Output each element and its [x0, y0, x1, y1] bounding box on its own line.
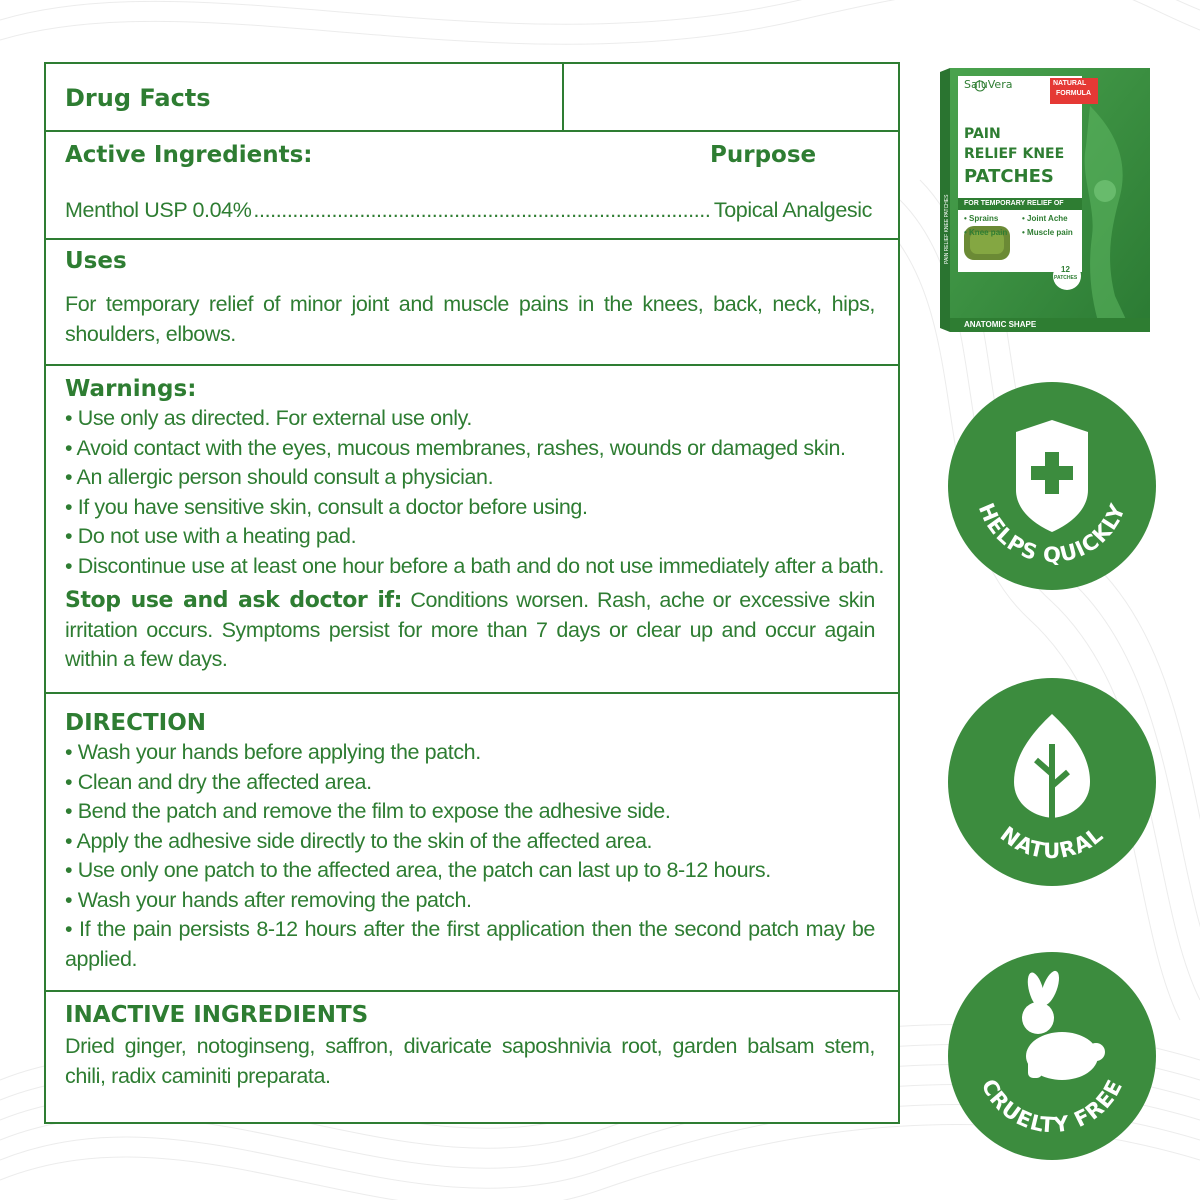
direction-heading: DIRECTION — [65, 710, 206, 736]
warnings-heading: Warnings: — [65, 376, 197, 402]
direction-item: • Clean and dry the affected area. — [65, 768, 875, 798]
svg-text:NATURAL — [996, 822, 1108, 863]
shield-plus-icon — [948, 382, 1156, 590]
badge-label: NATURAL — [995, 821, 1109, 864]
active-ingredient-row — [65, 196, 872, 226]
drug-facts-title: Drug Facts — [65, 84, 211, 112]
active-ingredients-heading: Active Ingredients: — [65, 142, 313, 168]
rabbit-icon — [948, 952, 1156, 1160]
package-brand: SaluVera — [964, 78, 1013, 91]
direction-section — [46, 694, 898, 990]
active-ingredient-purpose: Topical Analgesic — [713, 198, 872, 222]
package-title-line1: PAIN — [964, 126, 1001, 142]
warning-item: • Discontinue use at least one hour before a bath and do not use immediately after a bath. — [65, 552, 895, 582]
inactive-ingredients-section — [46, 992, 898, 1122]
direction-item: • Wash your hands before applying the patch. — [65, 738, 875, 768]
product-package-image — [940, 66, 1152, 334]
package-footer: ANATOMIC SHAPE — [964, 320, 1037, 329]
leaf-icon — [948, 678, 1156, 886]
warnings-section — [46, 366, 898, 692]
active-ingredient-name: Menthol USP 0.04% — [65, 198, 252, 222]
package-title-line2: RELIEF KNEE — [964, 146, 1065, 162]
uses-heading: Uses — [65, 248, 127, 274]
badge-helps-quickly — [948, 382, 1156, 590]
direction-item: • Use only one patch to the affected area, the patch can last up to 8-12 hours. — [65, 856, 875, 886]
warning-item: • Avoid contact with the eyes, mucous membranes, rashes, wounds or damaged skin. — [65, 434, 895, 464]
directions-list — [65, 738, 875, 974]
direction-item: • Apply the adhesive side directly to the skin of the affected area. — [65, 827, 875, 857]
package-count-number: 12 — [1061, 265, 1070, 274]
badge-label: HELPS QUICKLY — [973, 499, 1131, 568]
direction-item: • If the pain persists 8-12 hours after the first application then the second patch may be applied. — [65, 915, 875, 974]
warning-item: • Do not use with a heating pad. — [65, 522, 895, 552]
badge-natural — [948, 678, 1156, 886]
package-title-line3: PATCHES — [964, 166, 1054, 187]
title-divider — [562, 64, 564, 132]
drug-facts-title-row — [46, 64, 898, 132]
badge-label: CRUELTY FREE — [976, 1075, 1128, 1138]
package-tag-line2: FORMULA — [1056, 90, 1091, 97]
purpose-heading: Purpose — [710, 142, 817, 168]
drug-facts-panel — [44, 62, 900, 1124]
stop-use-text: Conditions worsen. Rash, ache or excessive skin irritation occurs. Symptoms persist for more than 7 days or clear up and occur again within a few days. — [65, 588, 875, 671]
svg-text:CRUELTY FREE — [977, 1075, 1128, 1137]
inactive-ingredients-text: Dried ginger, notoginseng, saffron, divaricate saposhnivia root, garden balsam stem, chili, radix caminiti preparata. — [65, 1034, 875, 1088]
stop-use-paragraph — [65, 586, 875, 675]
uses-section — [46, 240, 898, 364]
package-benefit-3: • Knee pain — [964, 228, 1008, 237]
direction-item: • Bend the patch and remove the film to expose the adhesive side. — [65, 797, 875, 827]
package-benefit-2: • Joint Ache — [1022, 214, 1068, 223]
package-strip-text: FOR TEMPORARY RELIEF OF — [964, 200, 1064, 207]
warning-item: • Use only as directed. For external use only. — [65, 404, 895, 434]
package-side-text: PAIN RELIEF KNEE PATCHES — [944, 194, 950, 264]
active-ingredients-section — [46, 132, 898, 238]
package-count-label: PATCHES — [1054, 275, 1078, 281]
warning-item: • An allergic person should consult a physician. — [65, 463, 895, 493]
inactive-ingredients-heading: INACTIVE INGREDIENTS — [65, 1002, 369, 1028]
warnings-list — [65, 404, 895, 581]
badge-cruelty-free — [948, 952, 1156, 1160]
package-tag-line1: NATURAL — [1053, 80, 1087, 87]
warning-item: • If you have sensitive skin, consult a doctor before using. — [65, 493, 895, 523]
stop-use-label: Stop use and ask doctor if: — [65, 588, 403, 613]
dot-leader — [253, 196, 711, 226]
package-benefit-1: • Sprains — [964, 214, 999, 223]
uses-text: For temporary relief of minor joint and muscle pains in the knees, back, neck, hips, shoulders, elbows. — [65, 292, 875, 346]
package-benefit-4: • Muscle pain — [1022, 228, 1073, 237]
direction-item: • Wash your hands after removing the patch. — [65, 886, 875, 916]
